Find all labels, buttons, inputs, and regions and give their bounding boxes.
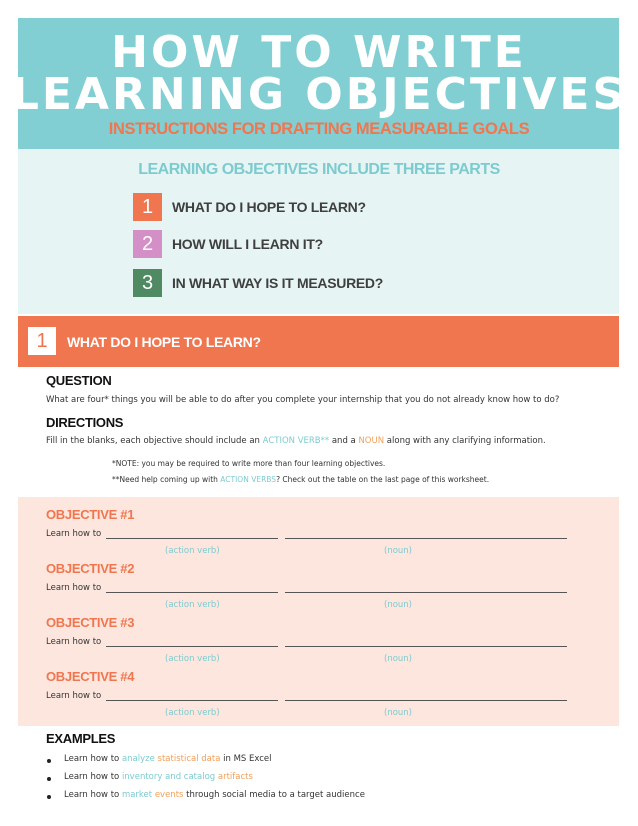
example-verb: inventory and catalog xyxy=(121,772,216,782)
bullet-icon xyxy=(47,759,51,763)
action-verb-caption: (action verb) xyxy=(165,654,220,664)
example-pre: Learn how to xyxy=(64,754,122,764)
page-title-line1: HOW TO WRITE xyxy=(111,27,527,78)
action-verb-caption: (action verb) xyxy=(165,600,220,610)
directions-verb: ACTION VERB** xyxy=(262,436,330,446)
objective-title: OBJECTIVE #4 xyxy=(46,669,135,684)
section-1-title: WHAT DO I HOPE TO LEARN? xyxy=(67,334,261,350)
bullet-icon xyxy=(47,795,51,799)
objective-title: OBJECTIVE #2 xyxy=(46,561,135,576)
part-1-number: 1 xyxy=(133,193,162,221)
directions-noun: NOUN xyxy=(358,436,385,446)
directions-post: along with any clarifying information. xyxy=(384,436,546,446)
directions-text xyxy=(46,436,546,446)
example-verb: analyze xyxy=(121,754,155,764)
note-2-action-verbs: ACTION VERBS xyxy=(220,475,277,484)
note-2-post: ? Check out the table on the last page of this worksheet. xyxy=(276,475,490,484)
example-pre: Learn how to xyxy=(64,772,122,782)
part-3-label: IN WHAT WAY IS IT MEASURED? xyxy=(172,275,383,291)
action-verb-blank[interactable] xyxy=(106,538,278,539)
example-item xyxy=(64,772,253,782)
objectives-panel xyxy=(18,497,619,726)
example-noun: artifacts xyxy=(217,772,253,782)
example-pre: Learn how to xyxy=(64,790,122,800)
example-noun: statistical data xyxy=(157,754,221,764)
objective-learn-label: Learn how to xyxy=(46,583,102,593)
page-subtitle: INSTRUCTIONS FOR DRAFTING MEASURABLE GOALS xyxy=(108,120,530,138)
directions-heading: DIRECTIONS xyxy=(46,415,124,430)
question-text: What are four* things you will be able to do after you complete your internship that you do not already know how to do? xyxy=(46,395,560,405)
action-verb-blank[interactable] xyxy=(106,646,278,647)
action-verb-blank[interactable] xyxy=(106,592,278,593)
page-title-line2: LEARNING OBJECTIVES xyxy=(10,69,628,120)
noun-blank[interactable] xyxy=(285,646,567,647)
directions-pre: Fill in the blanks, each objective should include an xyxy=(46,436,263,446)
examples-heading: EXAMPLES xyxy=(46,731,116,746)
noun-caption: (noun) xyxy=(384,600,412,610)
noun-blank[interactable] xyxy=(285,592,567,593)
question-heading: QUESTION xyxy=(46,373,112,388)
example-item xyxy=(64,790,365,800)
objective-title: OBJECTIVE #3 xyxy=(46,615,135,630)
example-verb: market xyxy=(121,790,153,800)
noun-caption: (noun) xyxy=(384,546,412,556)
noun-blank[interactable] xyxy=(285,700,567,701)
bullet-icon xyxy=(47,777,51,781)
directions-mid: and a xyxy=(329,436,359,446)
part-3-number: 3 xyxy=(133,269,162,297)
parts-heading: LEARNING OBJECTIVES INCLUDE THREE PARTS xyxy=(138,161,500,178)
note-2 xyxy=(112,475,489,484)
action-verb-caption: (action verb) xyxy=(165,708,220,718)
objective-learn-label: Learn how to xyxy=(46,691,102,701)
noun-caption: (noun) xyxy=(384,708,412,718)
action-verb-blank[interactable] xyxy=(106,700,278,701)
noun-blank[interactable] xyxy=(285,538,567,539)
part-1-label: WHAT DO I HOPE TO LEARN? xyxy=(172,199,366,215)
note-2-pre: **Need help coming up with xyxy=(112,475,221,484)
objective-learn-label: Learn how to xyxy=(46,529,102,539)
action-verb-caption: (action verb) xyxy=(165,546,220,556)
example-noun: events xyxy=(154,790,184,800)
noun-caption: (noun) xyxy=(384,654,412,664)
part-2-number: 2 xyxy=(133,230,162,258)
section-1-number: 1 xyxy=(28,327,56,355)
example-post: through social media to a target audience xyxy=(183,790,365,800)
note-1: *NOTE: you may be required to write more than four learning objectives. xyxy=(112,459,386,468)
example-post: in MS Excel xyxy=(220,754,272,764)
example-item xyxy=(64,754,272,764)
objective-learn-label: Learn how to xyxy=(46,637,102,647)
objective-title: OBJECTIVE #1 xyxy=(46,507,135,522)
part-2-label: HOW WILL I LEARN IT? xyxy=(172,236,323,252)
